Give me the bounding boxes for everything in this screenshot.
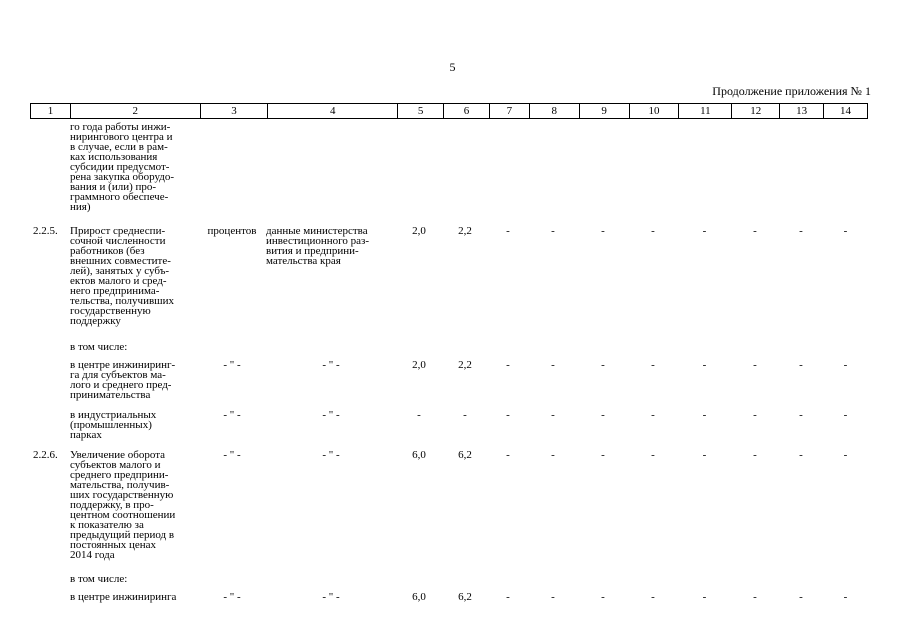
value-cell: - <box>753 225 757 237</box>
value-cell: - <box>843 225 848 237</box>
header-cell: 4 <box>268 104 398 118</box>
source-cell: данные министерства инвестиционного раз- вития и предприни- мательства края <box>266 225 370 267</box>
value-cell: - <box>843 409 848 421</box>
indicator-name: Увеличение оборота субъектов малого и среднего предприни- мательства, получив- ших государственную поддержку, в про- центном соотношении к показателю за предыдущий период в постоянных ценах 2014 года <box>70 449 176 561</box>
unit-cell: - " - <box>223 591 241 603</box>
value-cell: - <box>601 409 605 421</box>
value-cell: - <box>551 359 555 371</box>
value-cell: - <box>651 449 655 461</box>
indicator-name: в центре инжиниринг- га для субъектов ма- лого и среднего пред- принимательства <box>70 359 176 401</box>
value-cell: - <box>843 359 848 371</box>
value-cell: - <box>601 591 605 603</box>
value-cell: 6,0 <box>412 591 426 603</box>
header-cell: 8 <box>530 104 580 118</box>
value-cell: - <box>702 225 707 237</box>
value-cell: - <box>506 449 510 461</box>
row-number: 2.2.5. <box>33 225 58 237</box>
header-cell: 10 <box>630 104 680 118</box>
value-cell: - <box>601 359 605 371</box>
header-cell: 2 <box>71 104 201 118</box>
value-cell: - <box>551 449 555 461</box>
page-number: 5 <box>449 60 456 74</box>
value-cell: - <box>506 359 510 371</box>
unit-cell: - " - <box>223 409 241 421</box>
value-cell: - <box>753 359 757 371</box>
header-cell: 1 <box>31 104 71 118</box>
value-cell: 2,0 <box>412 225 426 237</box>
value-cell: - <box>702 409 707 421</box>
value-cell: 6,2 <box>458 591 472 603</box>
value-cell: 6,0 <box>412 449 426 461</box>
unit-cell: процентов <box>207 225 257 237</box>
indicator-name: в центре инжиниринга <box>70 591 177 603</box>
value-cell: - <box>463 409 467 421</box>
header-cell: 12 <box>732 104 780 118</box>
value-cell: - <box>551 409 555 421</box>
header-cell: 6 <box>444 104 490 118</box>
value-cell: - <box>551 591 555 603</box>
header-cell: 11 <box>679 104 732 118</box>
unit-cell: - " - <box>223 449 241 461</box>
value-cell: - <box>843 449 848 461</box>
indicator-name: в том числе: <box>70 573 128 585</box>
value-cell: - <box>417 409 421 421</box>
row-number: 2.2.6. <box>33 449 58 461</box>
value-cell: 2,2 <box>458 225 472 237</box>
value-cell: - <box>799 359 803 371</box>
continuation-caption: Продолжение приложения № 1 <box>712 84 871 98</box>
value-cell: - <box>651 225 655 237</box>
value-cell: - <box>506 409 510 421</box>
header-cell: 7 <box>490 104 530 118</box>
table-header <box>30 103 868 119</box>
header-cell: 3 <box>201 104 269 118</box>
value-cell: - <box>601 225 605 237</box>
value-cell: - <box>601 449 605 461</box>
value-cell: - <box>702 591 707 603</box>
value-cell: - <box>702 449 707 461</box>
value-cell: - <box>651 409 655 421</box>
header-cell: 5 <box>398 104 444 118</box>
header-cell: 13 <box>780 104 824 118</box>
value-cell: - <box>651 359 655 371</box>
value-cell: 2,0 <box>412 359 426 371</box>
source-cell: - " - <box>322 449 340 461</box>
unit-cell: - " - <box>223 359 241 371</box>
value-cell: - <box>799 449 803 461</box>
indicator-name: Прирост среднеспи- сочной численности работников (без внешних совместите- лей), занятых у субъ- ектов малого и сред- него предпринима- тельства, получивших государственную поддержку <box>70 225 175 327</box>
value-cell: - <box>506 225 510 237</box>
indicator-name: в индустриальных (промышленных) парках <box>70 409 157 441</box>
source-cell: - " - <box>322 359 340 371</box>
source-cell: - " - <box>322 591 340 603</box>
value-cell: - <box>551 225 555 237</box>
indicator-name: го года работы инжи- нирингового центра и в случае, если в рам- ках использования субсидии предусмот- рена закупка оборудо- вания и (или) про- граммного обеспече- ния) <box>70 121 175 213</box>
value-cell: - <box>702 359 707 371</box>
value-cell: - <box>753 591 757 603</box>
value-cell: - <box>799 409 803 421</box>
value-cell: - <box>799 225 803 237</box>
value-cell: - <box>753 449 757 461</box>
value-cell: - <box>506 591 510 603</box>
indicator-name: в том числе: <box>70 341 128 353</box>
value-cell: - <box>753 409 757 421</box>
value-cell: - <box>843 591 848 603</box>
source-cell: - " - <box>322 409 340 421</box>
value-cell: - <box>799 591 803 603</box>
header-cell: 14 <box>840 105 852 117</box>
value-cell: - <box>651 591 655 603</box>
value-cell: 6,2 <box>458 449 472 461</box>
value-cell: 2,2 <box>458 359 472 371</box>
header-cell: 9 <box>580 104 630 118</box>
